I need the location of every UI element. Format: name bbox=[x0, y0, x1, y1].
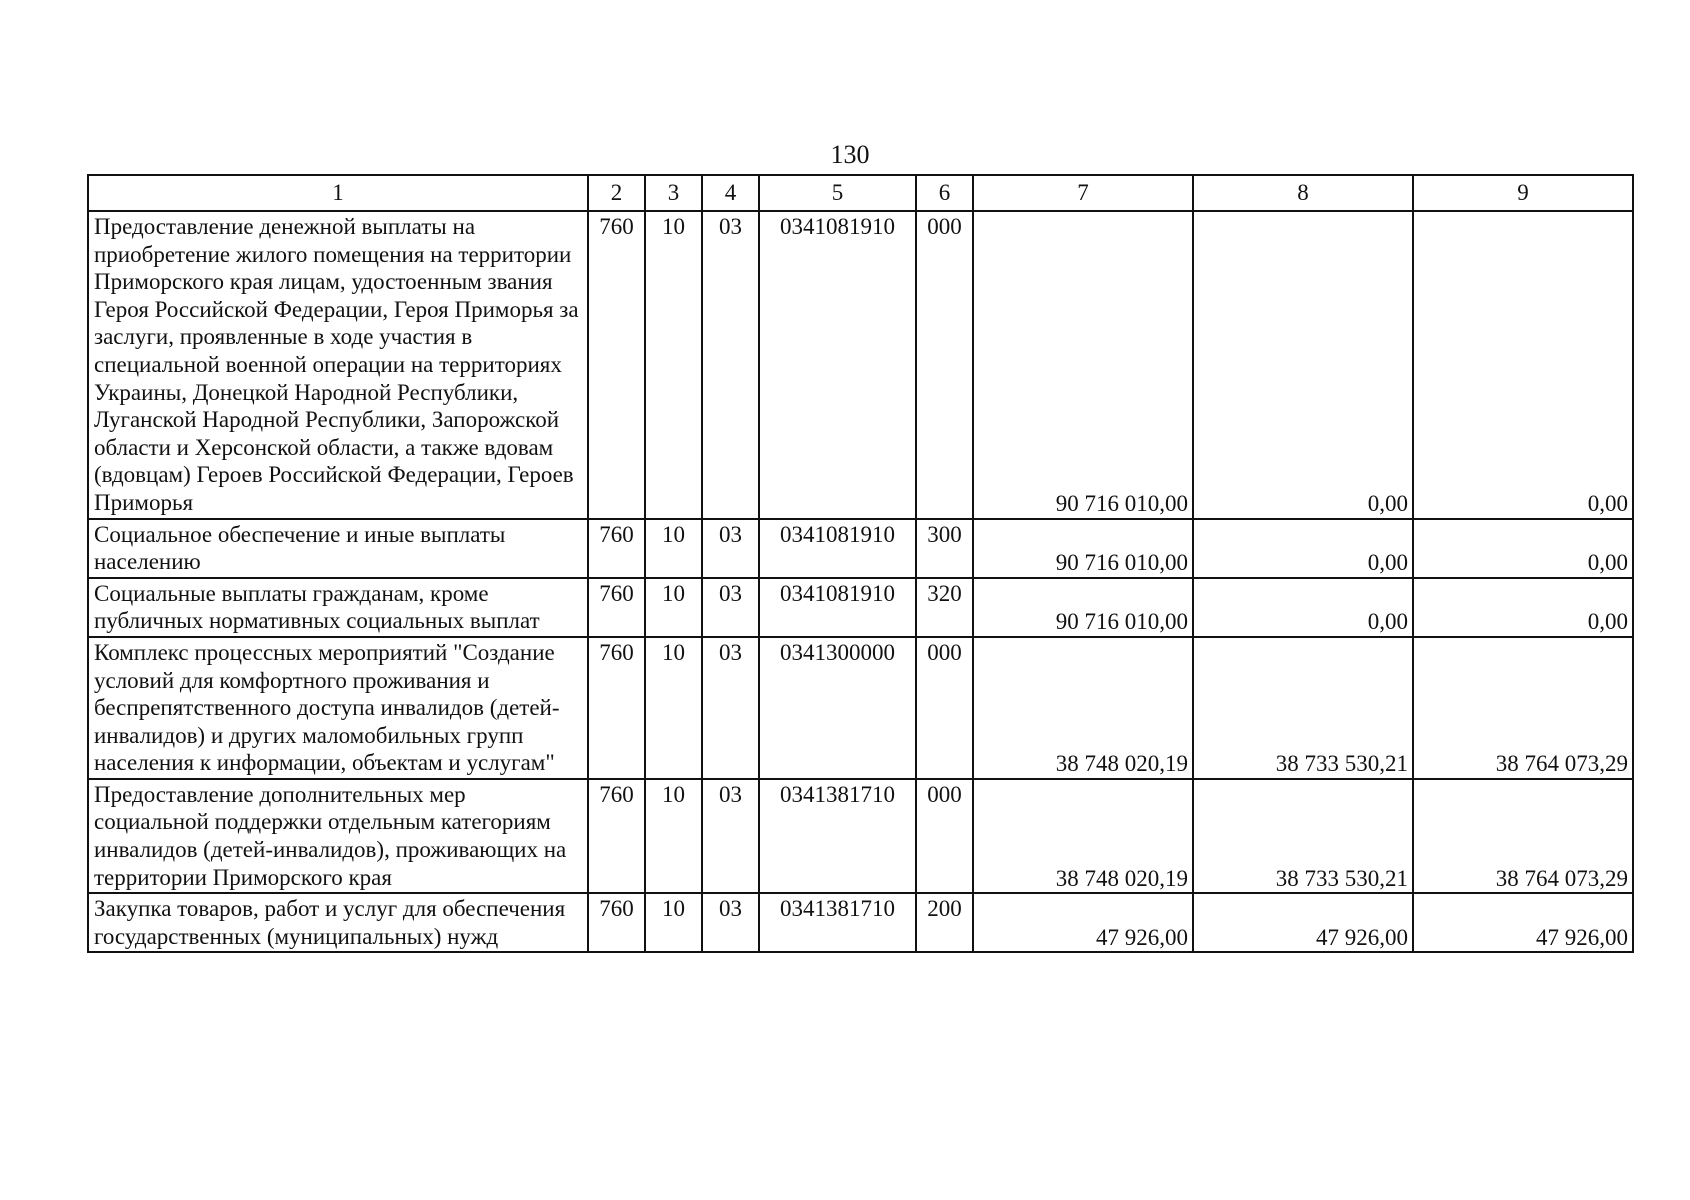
table-row bbox=[88, 578, 1633, 637]
amount-col-8: 0,00 bbox=[1193, 211, 1413, 519]
column-header: 5 bbox=[759, 175, 916, 211]
column-header: 8 bbox=[1193, 175, 1413, 211]
amount-col-9: 0,00 bbox=[1413, 578, 1633, 637]
amount-col-8: 38 733 530,21 bbox=[1193, 779, 1413, 893]
table-header-row bbox=[88, 175, 1633, 211]
amount-col-7: 90 716 010,00 bbox=[973, 519, 1193, 578]
amount-col-9: 0,00 bbox=[1413, 211, 1633, 519]
amount-col-8: 38 733 530,21 bbox=[1193, 637, 1413, 779]
expense-type-code: 320 bbox=[916, 578, 973, 637]
amount-col-7: 90 716 010,00 bbox=[973, 211, 1193, 519]
amount-col-7: 38 748 020,19 bbox=[973, 779, 1193, 893]
table-row bbox=[88, 637, 1633, 779]
column-header: 2 bbox=[588, 175, 645, 211]
column-header: 1 bbox=[88, 175, 588, 211]
amount-col-8: 47 926,00 bbox=[1193, 893, 1413, 952]
section-code: 10 bbox=[645, 893, 702, 952]
section-code: 10 bbox=[645, 779, 702, 893]
amount-col-7: 38 748 020,19 bbox=[973, 637, 1193, 779]
expense-type-code: 200 bbox=[916, 893, 973, 952]
table-row bbox=[88, 519, 1633, 578]
budget-table bbox=[87, 174, 1634, 953]
row-description: Предоставление денежной выплаты на приобретение жилого помещения на территории Приморского края лицам, удостоенным звания Героя Российской Федерации, Героя Приморья за заслуги, проявленные в ходе участия в специальной военной операции на территориях Украины, Донецкой Народной Республики, Луганской Народной Республики, Запорожской области и Херсонской области, а также вдовам (вдовцам) Героев Российской Федерации, Героев Приморья bbox=[88, 211, 588, 519]
column-header: 9 bbox=[1413, 175, 1633, 211]
amount-col-8: 0,00 bbox=[1193, 519, 1413, 578]
row-description: Закупка товаров, работ и услуг для обеспечения государственных (муниципальных) нужд bbox=[88, 893, 588, 952]
section-code: 10 bbox=[645, 637, 702, 779]
target-article-code: 0341081910 bbox=[759, 578, 916, 637]
subsection-code: 03 bbox=[702, 578, 759, 637]
target-article-code: 0341081910 bbox=[759, 519, 916, 578]
row-description: Социальные выплаты гражданам, кроме публичных нормативных социальных выплат bbox=[88, 578, 588, 637]
amount-col-9: 47 926,00 bbox=[1413, 893, 1633, 952]
target-article-code: 0341381710 bbox=[759, 893, 916, 952]
subsection-code: 03 bbox=[702, 779, 759, 893]
target-article-code: 0341300000 bbox=[759, 637, 916, 779]
amount-col-9: 0,00 bbox=[1413, 519, 1633, 578]
row-description: Предоставление дополнительных мер социальной поддержки отдельным категориям инвалидов (детей-инвалидов), проживающих на территории Приморского края bbox=[88, 779, 588, 893]
section-code: 10 bbox=[645, 211, 702, 519]
subsection-code: 03 bbox=[702, 637, 759, 779]
expense-type-code: 000 bbox=[916, 637, 973, 779]
column-header: 7 bbox=[973, 175, 1193, 211]
expense-type-code: 300 bbox=[916, 519, 973, 578]
ministry-code: 760 bbox=[588, 779, 645, 893]
amount-col-8: 0,00 bbox=[1193, 578, 1413, 637]
target-article-code: 0341081910 bbox=[759, 211, 916, 519]
amount-col-9: 38 764 073,29 bbox=[1413, 637, 1633, 779]
table-row bbox=[88, 779, 1633, 893]
ministry-code: 760 bbox=[588, 211, 645, 519]
page-number: 130 bbox=[830, 140, 870, 169]
ministry-code: 760 bbox=[588, 893, 645, 952]
expense-type-code: 000 bbox=[916, 211, 973, 519]
expense-type-code: 000 bbox=[916, 779, 973, 893]
target-article-code: 0341381710 bbox=[759, 779, 916, 893]
subsection-code: 03 bbox=[702, 519, 759, 578]
section-code: 10 bbox=[645, 578, 702, 637]
amount-col-7: 90 716 010,00 bbox=[973, 578, 1193, 637]
ministry-code: 760 bbox=[588, 519, 645, 578]
row-description: Комплекс процессных мероприятий "Создание условий для комфортного проживания и беспрепятственного доступа инвалидов (детей-инвалидов) и других маломобильных групп населения к информации, объектам и услугам" bbox=[88, 637, 588, 779]
column-header: 6 bbox=[916, 175, 973, 211]
table-row bbox=[88, 211, 1633, 519]
column-header: 4 bbox=[702, 175, 759, 211]
amount-col-9: 38 764 073,29 bbox=[1413, 779, 1633, 893]
ministry-code: 760 bbox=[588, 637, 645, 779]
row-description: Социальное обеспечение и иные выплаты населению bbox=[88, 519, 588, 578]
table-row bbox=[88, 893, 1633, 952]
subsection-code: 03 bbox=[702, 211, 759, 519]
subsection-code: 03 bbox=[702, 893, 759, 952]
column-header: 3 bbox=[645, 175, 702, 211]
ministry-code: 760 bbox=[588, 578, 645, 637]
amount-col-7: 47 926,00 bbox=[973, 893, 1193, 952]
section-code: 10 bbox=[645, 519, 702, 578]
